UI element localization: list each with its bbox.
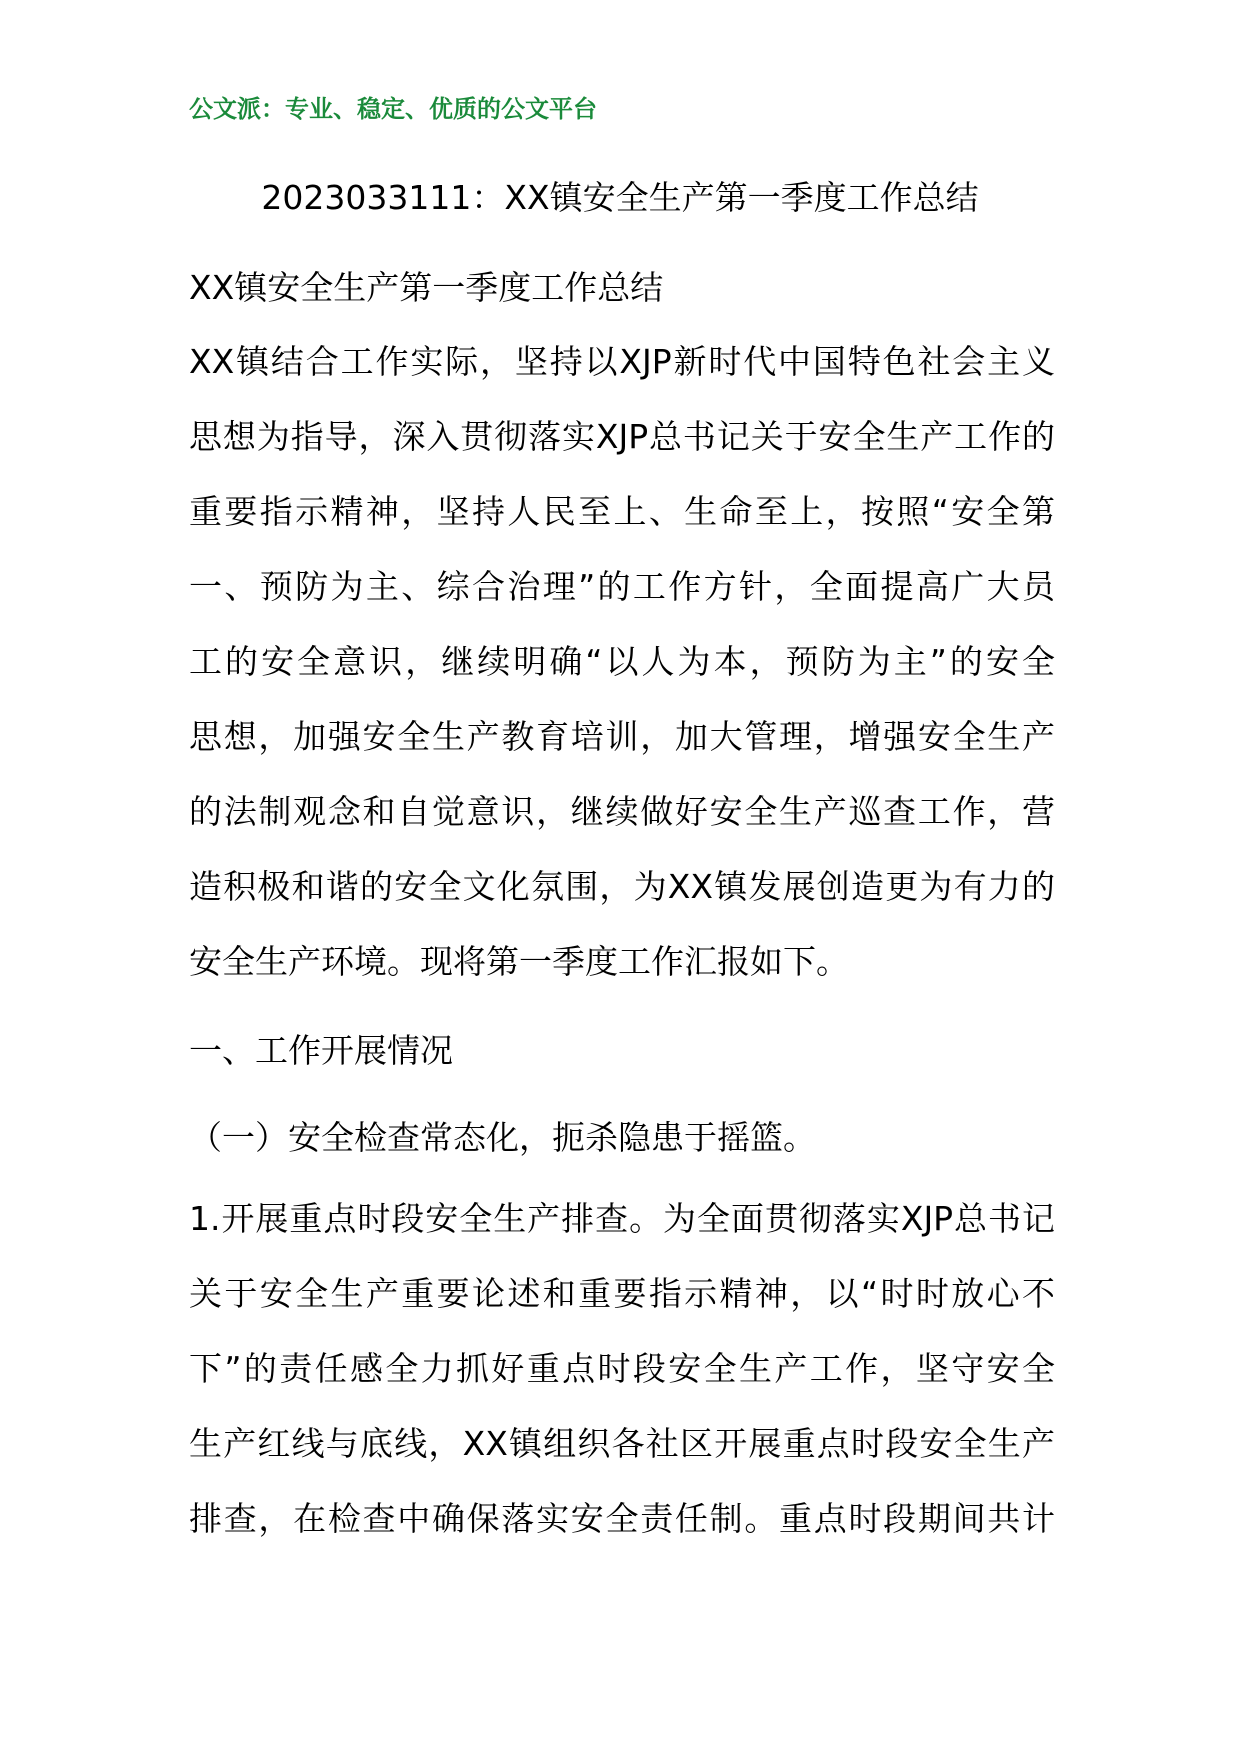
paragraph-line: XX镇结合工作实际，坚持以XJP新时代中国特色社会主义 [189,342,1055,381]
paragraph-line: 思想为指导，深入贯彻落实XJP总书记关于安全生产工作的 [189,417,1055,456]
item-paragraph [189,1181,1055,1556]
paragraph-line: 生产红线与底线，XX镇组织各社区开展重点时段安全生产 [189,1424,1055,1463]
subtitle-block [189,250,1055,325]
paragraph-line: 安全生产环境。现将第一季度工作汇报如下。 [189,942,849,981]
subtitle: XX镇安全生产第一季度工作总结 [189,268,664,307]
paragraph-line: 造积极和谐的安全文化氛围，为XX镇发展创造更为有力的 [189,867,1055,906]
subsection-heading-block [189,1100,1055,1175]
paragraph-line: 1.开展重点时段安全生产排查。为全面贯彻落实XJP总书记 [189,1199,1055,1238]
paragraph-line: 一、预防为主、综合治理”的工作方针，全面提高广大员 [189,567,1055,606]
paragraph-line: 排查，在检查中确保落实安全责任制。重点时段期间共计 [189,1499,1055,1538]
paragraph-line: 工的安全意识，继续明确“以人为本，预防为主”的安全 [189,642,1055,681]
paragraph-line: 思想，加强安全生产教育培训，加大管理，增强安全生产 [189,717,1055,756]
paragraph-line: 关于安全生产重要论述和重要指示精神，以“时时放心不 [189,1274,1055,1313]
paragraph-line: 重要指示精神，坚持人民至上、生命至上，按照“安全第 [189,492,1055,531]
subsection-heading: （一）安全检查常态化，扼杀隐患于摇篮。 [189,1118,816,1157]
document-title: 2023033111：XX镇安全生产第一季度工作总结 [261,178,979,217]
section-heading: 一、工作开展情况 [189,1031,453,1070]
paragraph-line: 的法制观念和自觉意识，继续做好安全生产巡查工作，营 [189,792,1055,831]
intro-paragraph [189,324,1055,999]
paragraph-line: 下”的责任感全力抓好重点时段安全生产工作，坚守安全 [189,1349,1055,1388]
section-heading-block [189,1013,1055,1088]
watermark-header: 公文派：专业、稳定、优质的公文平台 [189,95,597,123]
